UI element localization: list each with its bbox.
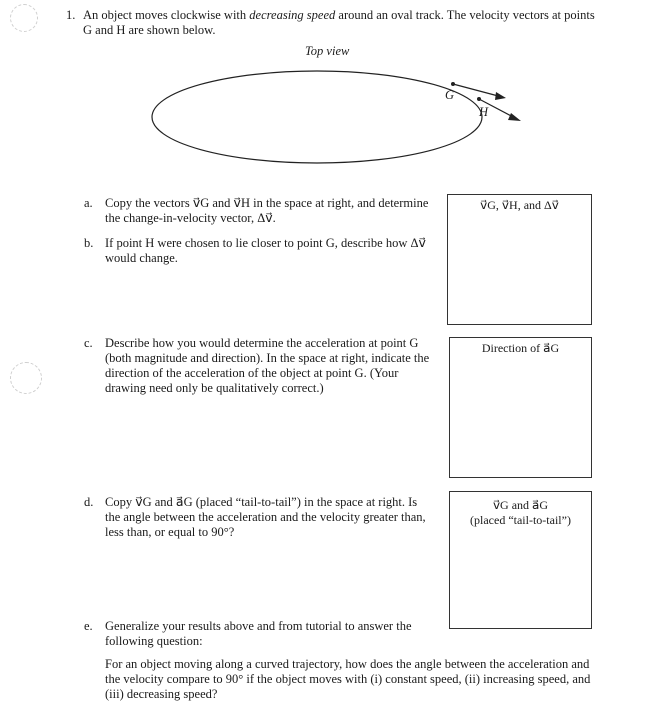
punch-hole-middle	[10, 362, 42, 394]
velocity-vector-g	[453, 84, 502, 97]
oval-track	[152, 71, 482, 163]
part-d-letter: d.	[84, 495, 94, 509]
oval-track-diagram	[140, 62, 540, 172]
part-b-text: If point H were chosen to lie closer to point G, describe how Δv⃗ would change.	[105, 236, 426, 265]
point-h-label: H	[479, 105, 489, 119]
part-b-letter: b.	[84, 236, 94, 250]
answer-box-acceleration-direction-label: Direction of a⃗G	[481, 341, 560, 355]
answer-box-velocity-change[interactable]	[447, 194, 592, 325]
answer-box-velocity-change-label: v⃗G, v⃗H, and Δv⃗	[480, 198, 559, 212]
part-a-letter: a.	[84, 196, 93, 210]
diagram-caption: Top view	[305, 44, 350, 58]
answer-box-tail-to-tail[interactable]	[449, 491, 592, 629]
part-c-letter: c.	[84, 336, 93, 350]
point-g-label: G	[445, 88, 455, 102]
velocity-vector-g-head	[495, 92, 506, 100]
question-number: 1.	[66, 8, 76, 22]
part-e-letter: e.	[84, 619, 93, 633]
part-d-text: Copy v⃗G and a⃗G (placed “tail-to-tail”) in the space at right. Is the angle between the acceleration and the velocity greater than, less than, or equal to 90°?	[105, 495, 426, 539]
question-text-start: An object moves clockwise with	[83, 8, 250, 22]
part-a-text: Copy the vectors v⃗G and v⃗H in the space at right, and determine the change-in-velocity vector, Δv⃗.	[105, 196, 429, 225]
question-text-emphasis: decreasing speed	[249, 8, 336, 22]
question-text	[83, 8, 603, 38]
part-e-text: Generalize your results above and from tutorial to answer the following question:	[105, 619, 412, 648]
answer-box-acceleration-direction[interactable]	[449, 337, 592, 478]
velocity-vector-h-head	[508, 113, 521, 121]
part-e-followup: For an object moving along a curved trajectory, how does the angle between the acceleration and the velocity compare to 90° if the object moves with (i) constant speed, (ii) increasing speed, and (iii) decreasing speed?	[105, 657, 591, 701]
part-c-text: Describe how you would determine the acceleration at point G (both magnitude and direction). In the space at right, indicate the direction of the acceleration of the object at point G. (Your drawing need only be qualitatively correct.)	[105, 336, 430, 395]
punch-hole-top	[10, 4, 38, 32]
question-text-end: around an oval track. The velocity vectors at points G and H are shown below.	[83, 8, 595, 37]
answer-box-tail-to-tail-label-2: (placed “tail-to-tail”)	[470, 513, 571, 527]
answer-box-tail-to-tail-label-1: v⃗G and a⃗G	[492, 498, 549, 512]
